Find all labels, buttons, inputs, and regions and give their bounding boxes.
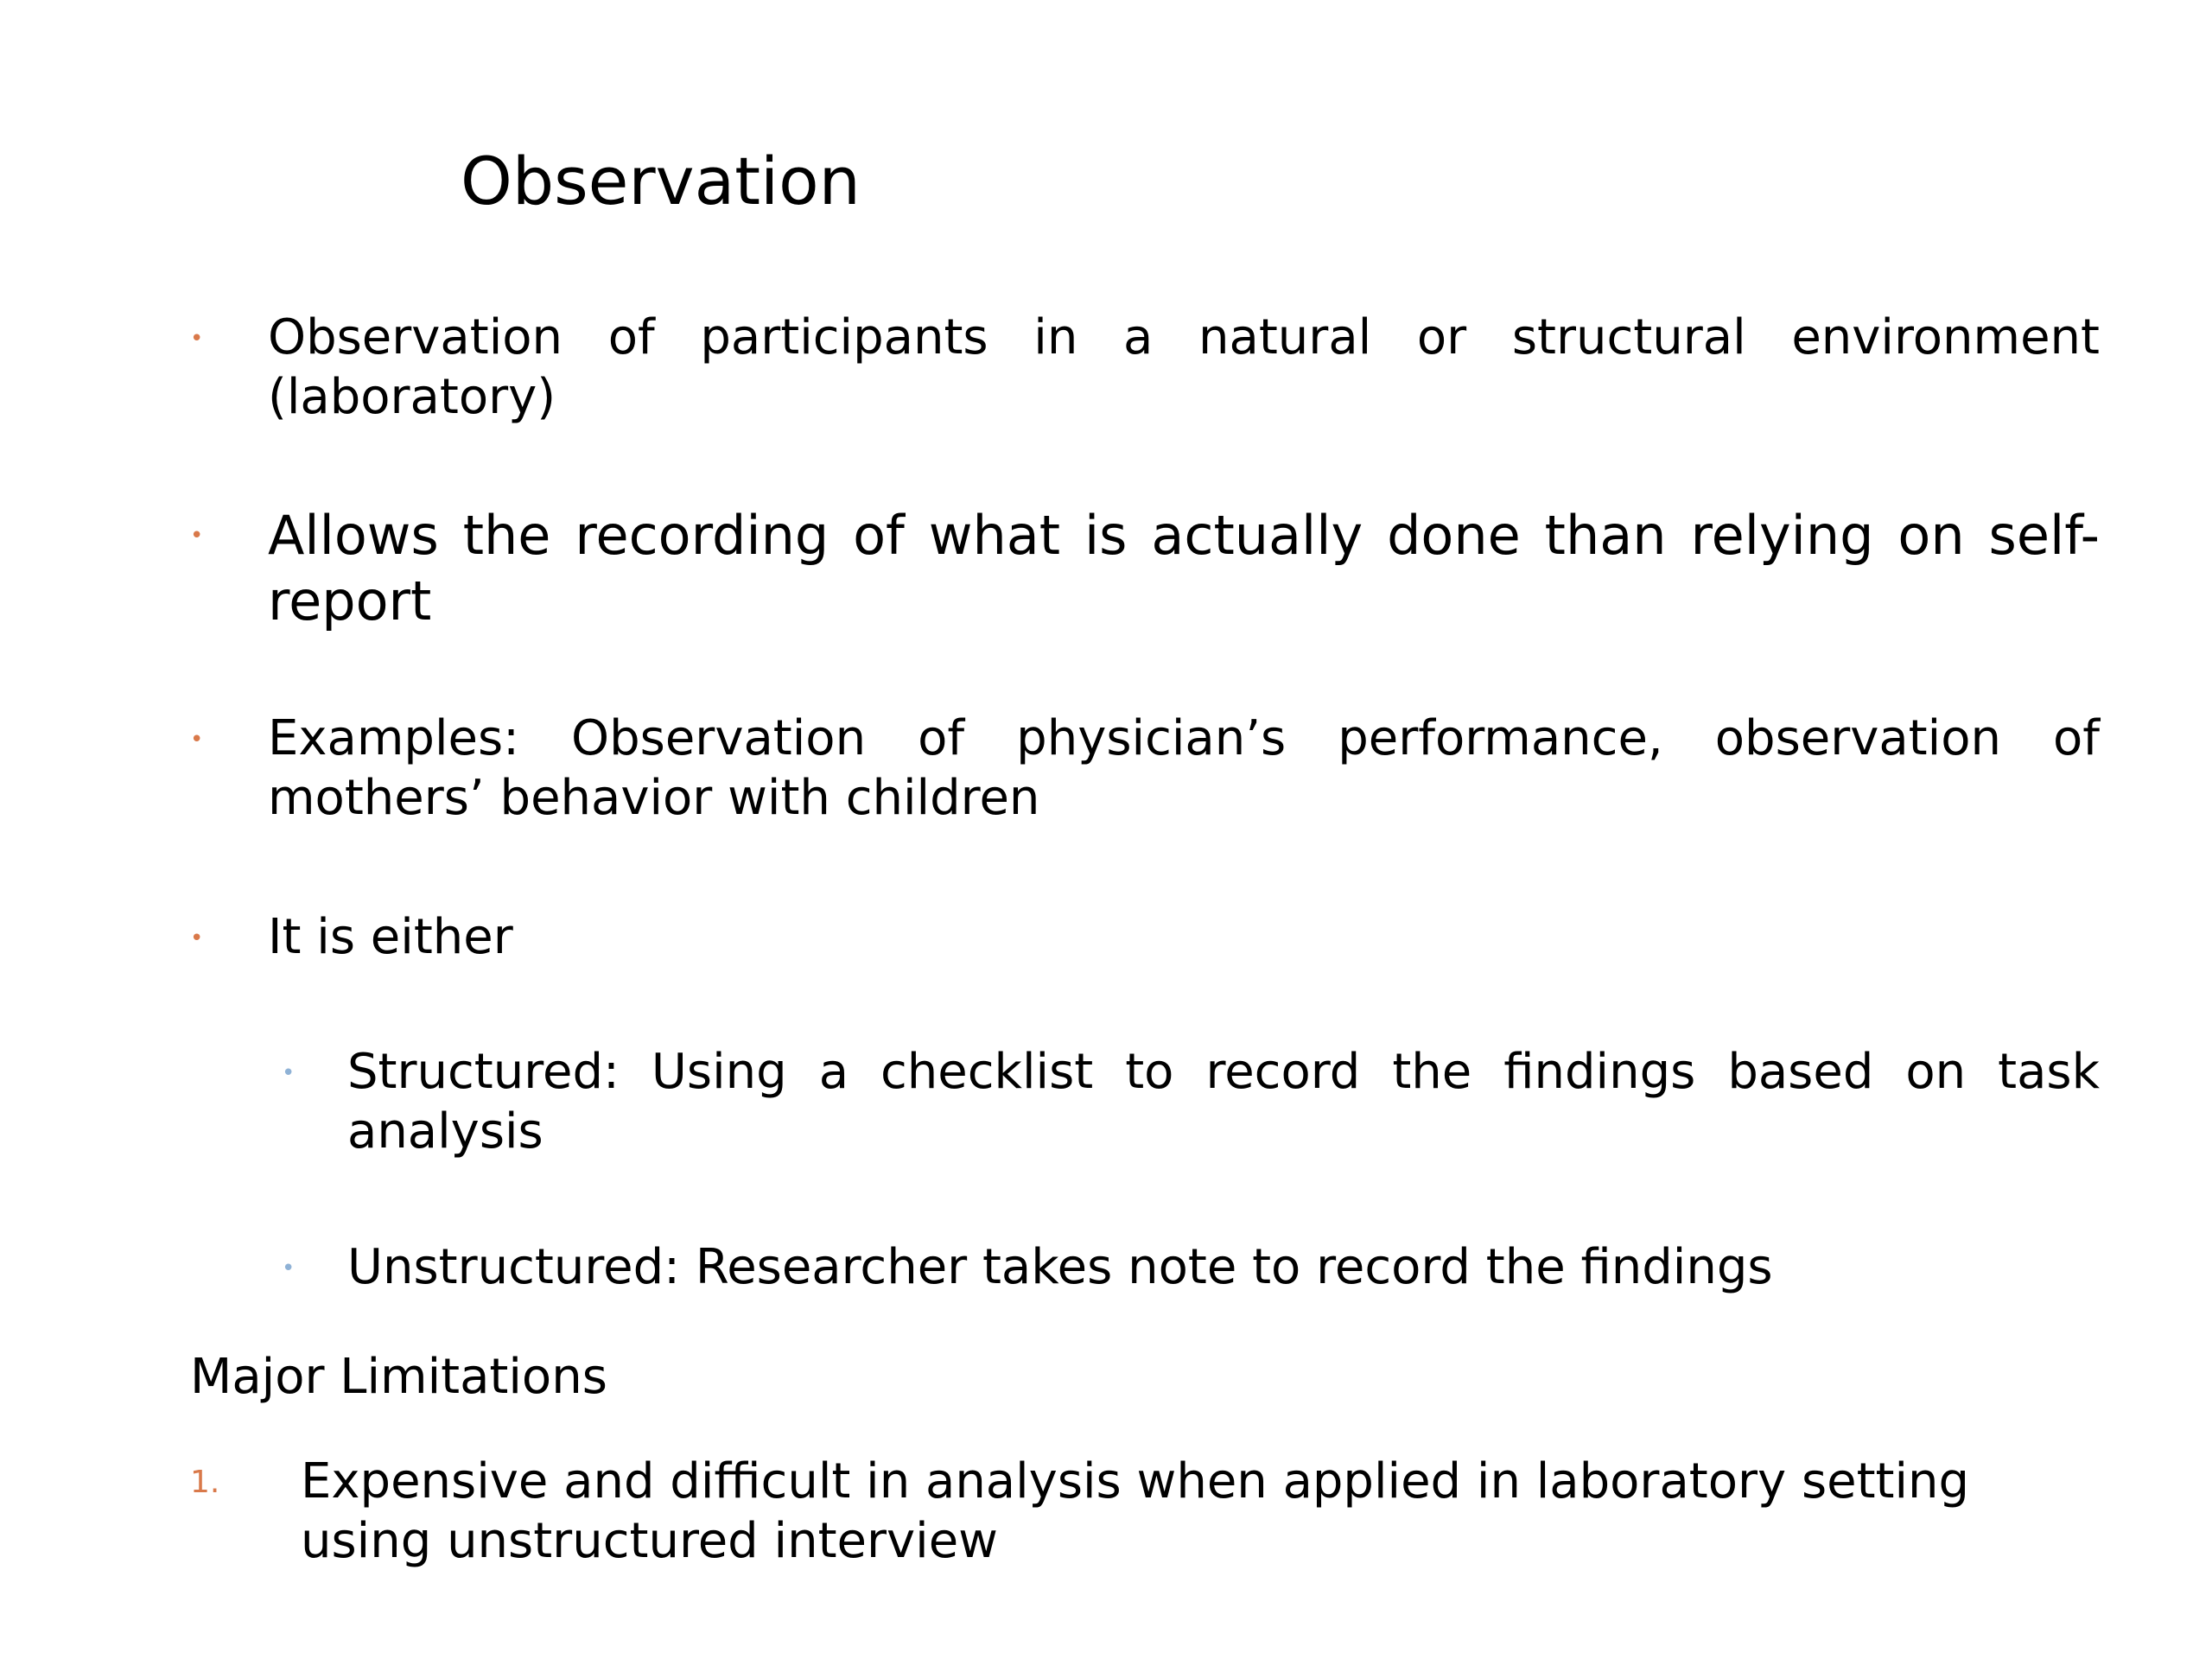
sub-bullet-marker: •	[282, 1060, 296, 1086]
bullet-item	[0, 709, 2212, 838]
bullet-text: Allows the recording of what is actually done than relying on self-report	[268, 504, 2100, 632]
sub-bullet-text: Unstructured: Researcher takes note to record the findings	[347, 1239, 1773, 1295]
sub-bullet-text: Structured: Using a checklist to record the findings based on task analysis	[347, 1044, 2100, 1160]
numbered-item	[0, 1452, 2212, 1581]
bullet-item	[0, 907, 2212, 976]
number-marker: 1.	[190, 1465, 220, 1500]
bullet-text: It is either	[268, 909, 513, 965]
bullet-marker: •	[190, 523, 204, 549]
bullet-marker: •	[190, 925, 204, 951]
sub-bullet-marker: •	[282, 1255, 296, 1281]
bullet-marker: •	[190, 326, 204, 352]
sub-bullet-item	[0, 1042, 2212, 1172]
bullet-item	[0, 503, 2212, 650]
numbered-item-text: Expensive and difficult in analysis when applied in laboratory setting using unstructured interview	[301, 1453, 1970, 1569]
bullet-marker: •	[190, 727, 204, 753]
bullet-text: Observation of participants in a natural or structural environment (laboratory)	[268, 309, 2100, 425]
sub-bullet-item	[0, 1237, 2212, 1306]
limitations-heading: Major Limitations	[190, 1349, 607, 1405]
bullet-text: Examples: Observation of physician’s performance, observation of mothers’ behavior with children	[268, 710, 2100, 826]
slide-title: Observation	[461, 143, 861, 219]
bullet-item	[0, 308, 2212, 437]
